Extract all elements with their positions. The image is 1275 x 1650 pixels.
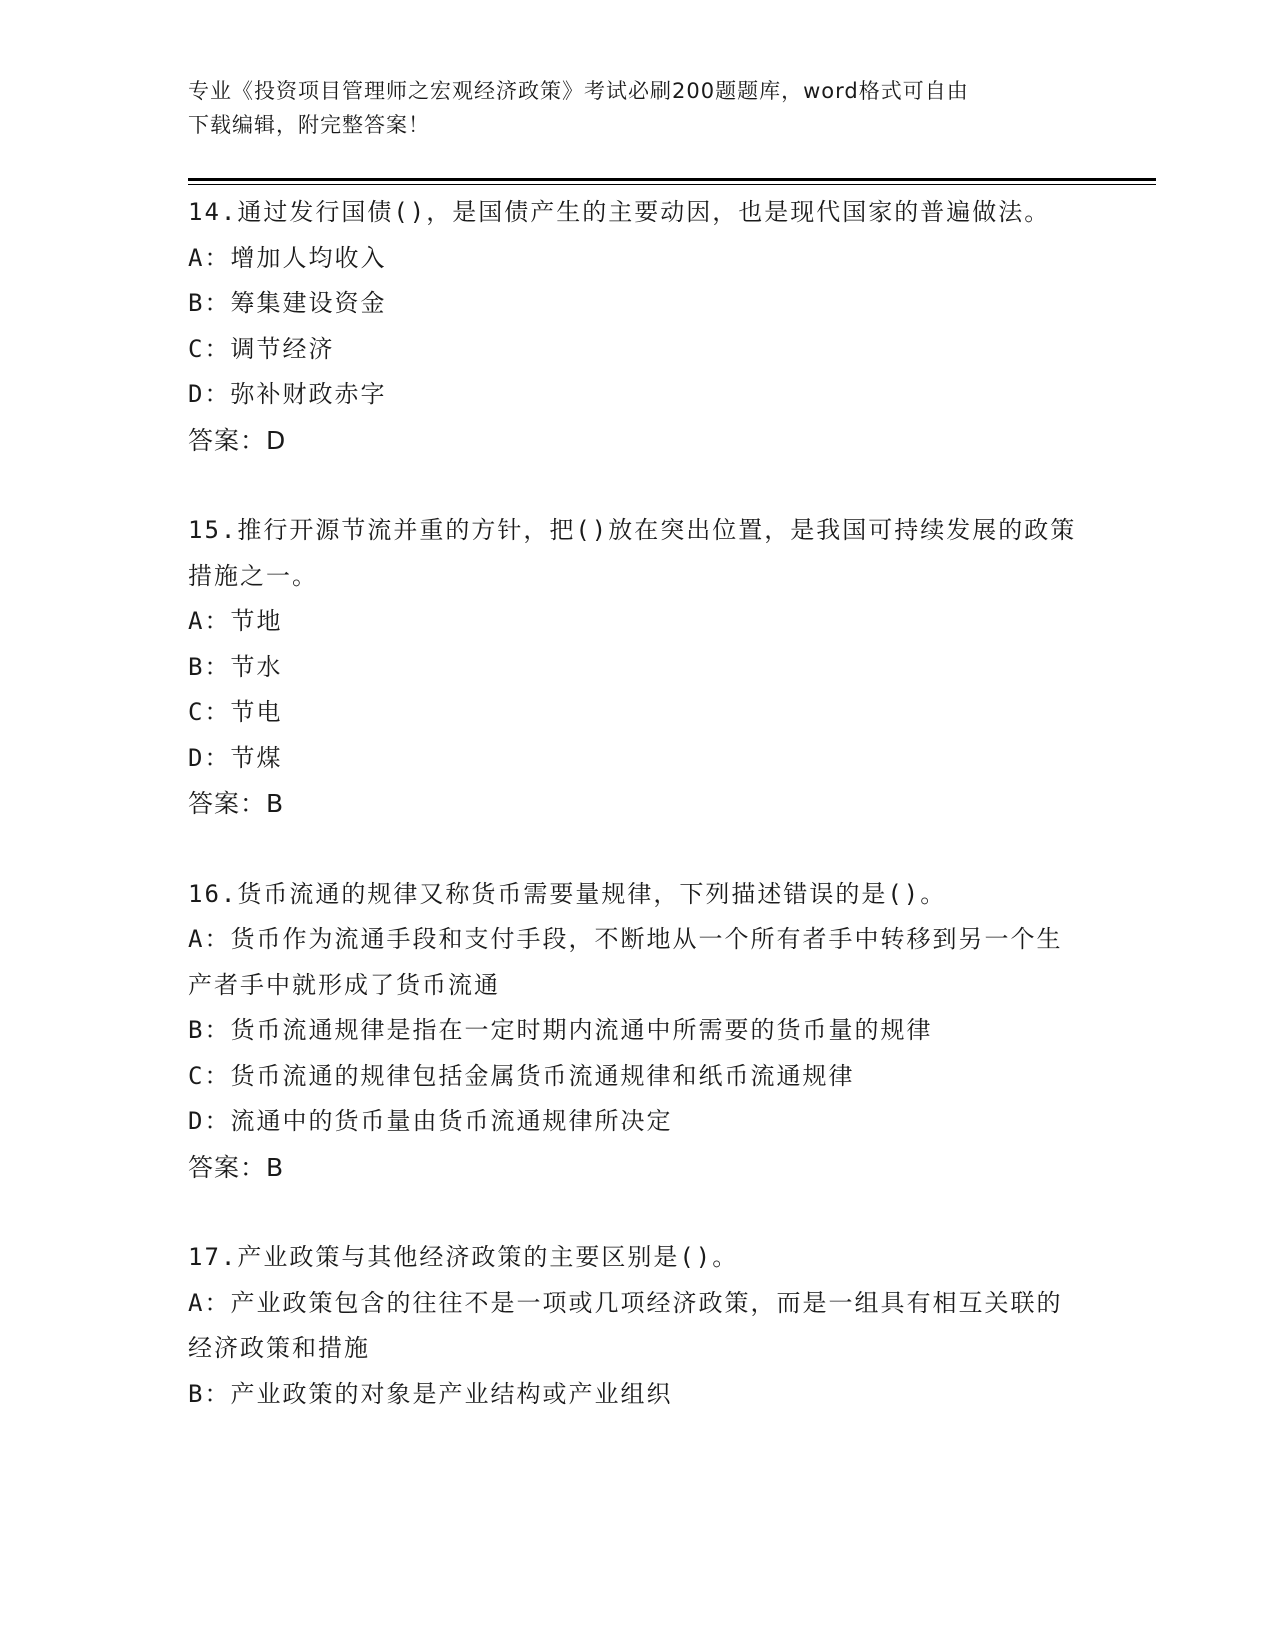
question-15: [188, 508, 1078, 827]
option-b: B：筹集建设资金: [188, 289, 387, 317]
answer-line: 答案：D: [188, 425, 287, 455]
question-16: [188, 872, 1078, 1191]
question-stem: 17.产业政策与其他经济政策的主要区别是()。: [188, 1243, 739, 1271]
option-d: D：弥补财政赤字: [188, 380, 387, 408]
option-a: A：节地: [188, 607, 283, 635]
option-c: C：节电: [188, 698, 283, 726]
question-14: [188, 190, 1078, 463]
option-b: B：节水: [188, 652, 283, 681]
question-stem: 14.通过发行国债()，是国债产生的主要动因，也是现代国家的普遍做法。: [188, 198, 1051, 226]
header-intro-line-2: 下载编辑，附完整答案！: [188, 113, 430, 137]
option-a: A：增加人均收入: [188, 243, 387, 272]
option-c: C：调节经济: [188, 334, 335, 363]
question-list: [188, 190, 1078, 1417]
question-stem: 15.推行开源节流并重的方针，把()放在突出位置，是我国可持续发展的政策措施之一。: [188, 516, 1077, 590]
header-divider: [188, 178, 1156, 185]
option-b: B：产业政策的对象是产业结构或产业组织: [188, 1379, 673, 1408]
option-b: B：货币流通规律是指在一定时期内流通中所需要的货币量的规律: [188, 1016, 933, 1044]
option-d: D：节煤: [188, 743, 283, 772]
answer-line: 答案：B: [188, 1152, 285, 1182]
option-c: C：货币流通的规律包括金属货币流通规律和纸币流通规律: [188, 1061, 855, 1090]
document-header: [188, 74, 1068, 142]
option-d: D：流通中的货币量由货币流通规律所决定: [188, 1107, 673, 1135]
answer-line: 答案：B: [188, 789, 285, 818]
question-17: [188, 1235, 1078, 1417]
question-stem: 16.货币流通的规律又称货币需要量规律，下列描述错误的是()。: [188, 879, 947, 908]
header-intro-line-1: 专业《投资项目管理师之宏观经济政策》考试必刷200题题库，word格式可自由: [188, 79, 969, 103]
option-a: A：货币作为流通手段和支付手段，不断地从一个所有者手中转移到另一个生产者手中就形成了货币流通: [188, 925, 1063, 999]
option-a: A：产业政策包含的往往不是一项或几项经济政策，而是一组具有相互关联的经济政策和措施: [188, 1288, 1063, 1362]
